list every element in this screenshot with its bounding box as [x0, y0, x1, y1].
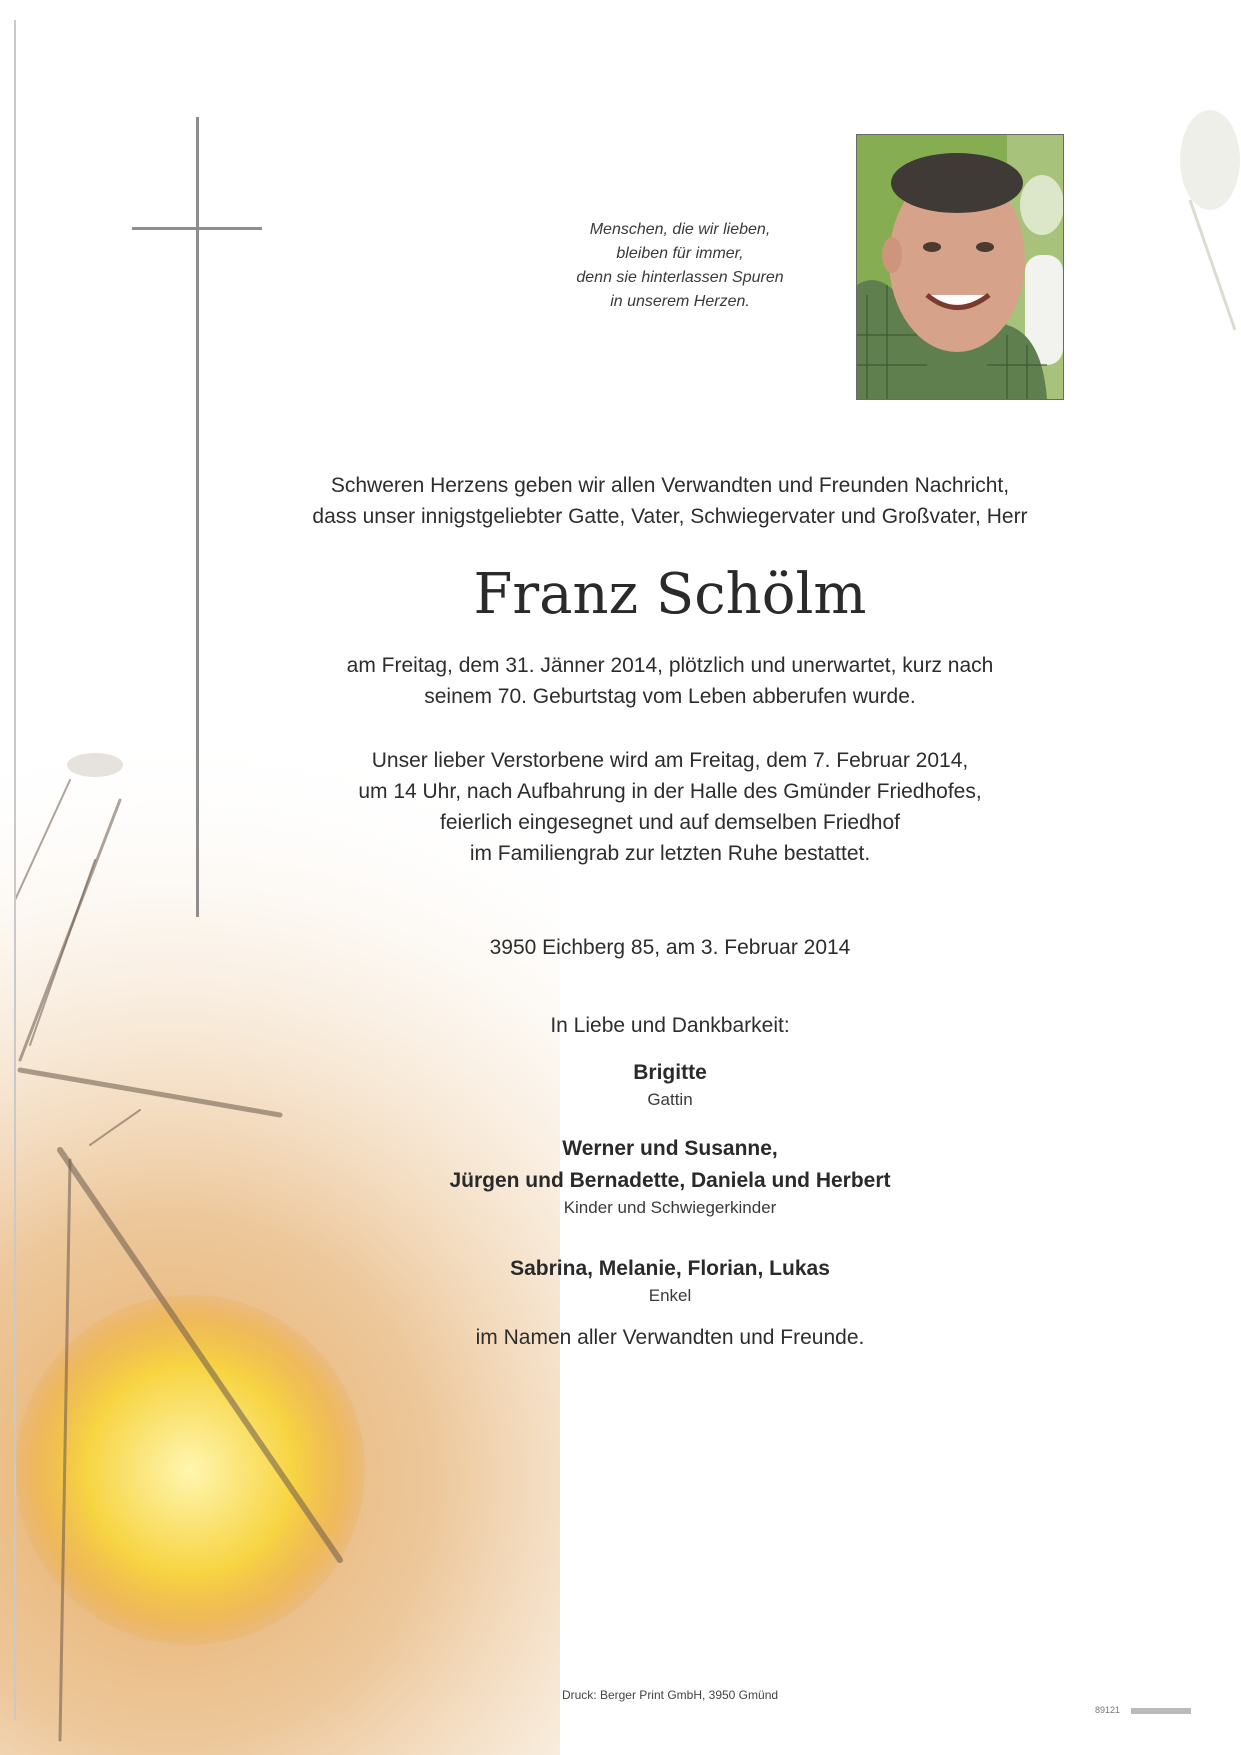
memorial-quote	[520, 218, 840, 314]
announcement-line: Schweren Herzens geben wir allen Verwandten und Freunden Nachricht,	[330, 474, 1010, 497]
portrait-illustration	[857, 135, 1063, 399]
mourner-group-grandchildren	[200, 1253, 1140, 1307]
funeral-line: um 14 Uhr, nach Aufbahrung in der Halle des Gmünder Friedhofes,	[358, 780, 982, 803]
page-edge-line	[14, 20, 16, 1720]
deceased-name: Franz Schölm	[473, 562, 867, 627]
form-code	[1095, 1705, 1225, 1715]
mourner-names: Jürgen und Bernadette, Daniela und Herbert	[449, 1169, 891, 1192]
quote-line: in unserem Herzen.	[610, 293, 750, 310]
form-code-number: 89121	[1095, 1705, 1121, 1715]
quote-line: bleiben für immer,	[616, 245, 744, 262]
quote-line: Menschen, die wir lieben,	[589, 221, 771, 238]
printer-credit: Druck: Berger Print GmbH, 3950 Gmünd	[561, 1688, 779, 1702]
closing-line: im Namen aller Verwandten und Freunde.	[475, 1326, 865, 1349]
mourner-role: Kinder und Schwiegerkinder	[563, 1198, 777, 1217]
closing-intro: In Liebe und Dankbarkeit:	[550, 1014, 790, 1037]
cross-vertical-bar	[196, 117, 199, 917]
cross-horizontal-bar	[132, 227, 262, 230]
death-line: seinem 70. Geburtstag vom Leben abberufen wurde.	[424, 685, 916, 708]
announcement-text	[200, 470, 1140, 532]
death-line: am Freitag, dem 31. Jänner 2014, plötzlich und unerwartet, kurz nach	[346, 654, 994, 677]
death-notice-text	[200, 650, 1140, 712]
mourner-role: Enkel	[648, 1286, 692, 1305]
mourner-names: Brigitte	[633, 1061, 707, 1084]
place-date: 3950 Eichberg 85, am 3. Februar 2014	[489, 936, 851, 959]
funeral-line: im Familiengrab zur letzten Ruhe bestattet.	[469, 842, 871, 865]
mourner-names: Sabrina, Melanie, Florian, Lukas	[510, 1257, 830, 1280]
funeral-details-text	[200, 745, 1140, 869]
quote-line: denn sie hinterlassen Spuren	[576, 269, 784, 286]
funeral-line: Unser lieber Verstorbene wird am Freitag, dem 7. Februar 2014,	[371, 749, 969, 772]
funeral-line: feierlich eingesegnet und auf demselben Friedhof	[440, 811, 900, 834]
mourner-role: Gattin	[647, 1090, 693, 1109]
mourner-group-children	[200, 1133, 1140, 1219]
mourner-names: Werner und Susanne,	[562, 1137, 778, 1160]
publisher-logo-mark	[1131, 1708, 1191, 1714]
portrait-photo	[856, 134, 1064, 400]
mourner-group-spouse	[200, 1057, 1140, 1111]
announcement-line: dass unser innigstgeliebter Gatte, Vater, Schwiegervater und Großvater, Herr	[312, 505, 1028, 528]
